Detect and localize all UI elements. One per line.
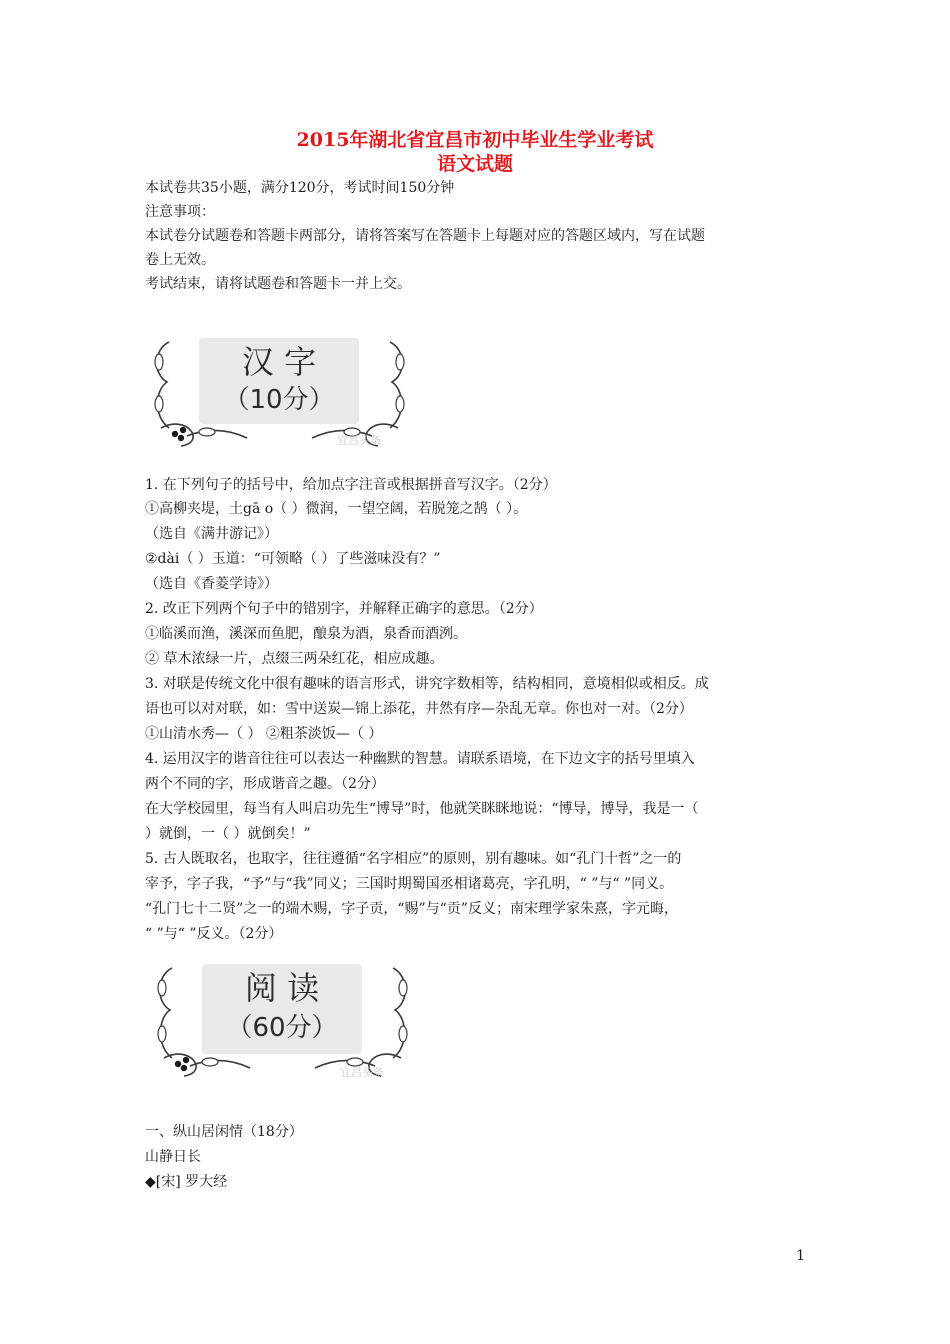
question-5-line-1: 5. 古人既取名，也取字，往往遵循“名字相应”的原则，别有趣味。如“孔门十哲”之一的 (145, 851, 682, 867)
question-1-item-b: ②dài（ ）玉道：“可领略（ ）了些滋味没有？” (145, 551, 441, 567)
section-badge-hanzi (147, 332, 412, 457)
reading-part-heading: 一、纵山居闲情（18分） (145, 1124, 303, 1140)
poem-title: 山静日长 (145, 1149, 201, 1165)
badge-score: （10分） (223, 385, 335, 415)
question-5-line-4: “ ”与“ ”反义。（2分） (145, 926, 283, 942)
exam-subtitle: 语文试题 (436, 153, 513, 175)
poem-author: ◆[宋] 罗大经 (145, 1174, 228, 1190)
exam-title: 2015年湖北省宜昌市初中毕业生学业考试 (296, 129, 654, 151)
notice-line-3: 考试结束，请将试题卷和答题卡一并上交。 (145, 276, 411, 292)
exam-info: 本试卷共35小题，满分120分，考试时间150分钟 (145, 180, 455, 196)
notice-line-2: 卷上无效。 (145, 252, 215, 268)
notice-line-1: 本试卷分试题卷和答题卡两部分，请将答案写在答题卡上每题对应的答题区域内，写在试题 (145, 228, 705, 244)
watermark: 宜昌头条 (340, 1066, 384, 1079)
question-4-line-1: 4. 运用汉字的谐音往往可以表达一种幽默的智慧。请联系语境，在下边文字的括号里填入 (145, 751, 695, 767)
question-1-source-a: （选自《满井游记》） (145, 526, 278, 542)
question-4-line-2: 两个不同的字，形成谐音之趣。（2分） (145, 776, 385, 792)
badge-score: （60分） (226, 1013, 338, 1043)
badge-title: 汉 字 (241, 343, 317, 381)
question-2-item-a: ①临溪而渔，溪深而鱼肥，酿泉为酒，泉香而酒洌。 (145, 626, 467, 642)
watermark: 宜昌头条 (337, 434, 381, 447)
page-number: 1 (796, 1248, 805, 1264)
question-4-line-4: ）就倒，一（ ）就倒矣！” (145, 826, 311, 842)
question-1-item-a: ①高柳夹堤，土gā o（ ）微润，一望空阔，若脱笼之鹄（ ）。 (145, 501, 528, 517)
question-3-line-1: 3. 对联是传统文化中很有趣味的语言形式，讲究字数相等，结构相同，意境相似或相反。成 (145, 676, 709, 692)
badge-title: 阅 读 (244, 969, 320, 1007)
question-5-line-2: 宰予，字子我，“予”与“我”同义；三国时期蜀国丞相诸葛亮，字孔明，“ ”与“ ”同义。 (145, 876, 674, 892)
question-1: 1. 在下列句子的括号中，给加点字注音或根据拼音写汉字。（2分） (145, 477, 557, 493)
question-3-line-2: 语也可以对对联，如：雪中送炭—锦上添花，井然有序—杂乱无章。你也对一对。（2分） (145, 701, 693, 717)
question-1-source-b: （选自《香菱学诗》） (145, 576, 278, 592)
section-badge-yuedu (150, 958, 415, 1088)
question-2: 2. 改正下列两个句子中的错别字，并解释正确字的意思。（2分） (145, 601, 543, 617)
question-2-item-b: ② 草木浓绿一片，点缀三两朵红花，相应成趣。 (145, 651, 444, 667)
question-3-line-3: ①山清水秀—（ ） ②粗茶淡饭—（ ） (145, 726, 383, 742)
question-5-line-3: “孔门七十二贤”之一的端木赐，字子贡，“赐”与“贡”反义；南宋理学家朱熹，字元晦， (145, 901, 678, 917)
notice-label: 注意事项： (145, 204, 215, 220)
question-4-line-3: 在大学校园里，每当有人叫启功先生“博导”时，他就笑眯眯地说：“博导，博导，我是一（ (145, 801, 699, 817)
